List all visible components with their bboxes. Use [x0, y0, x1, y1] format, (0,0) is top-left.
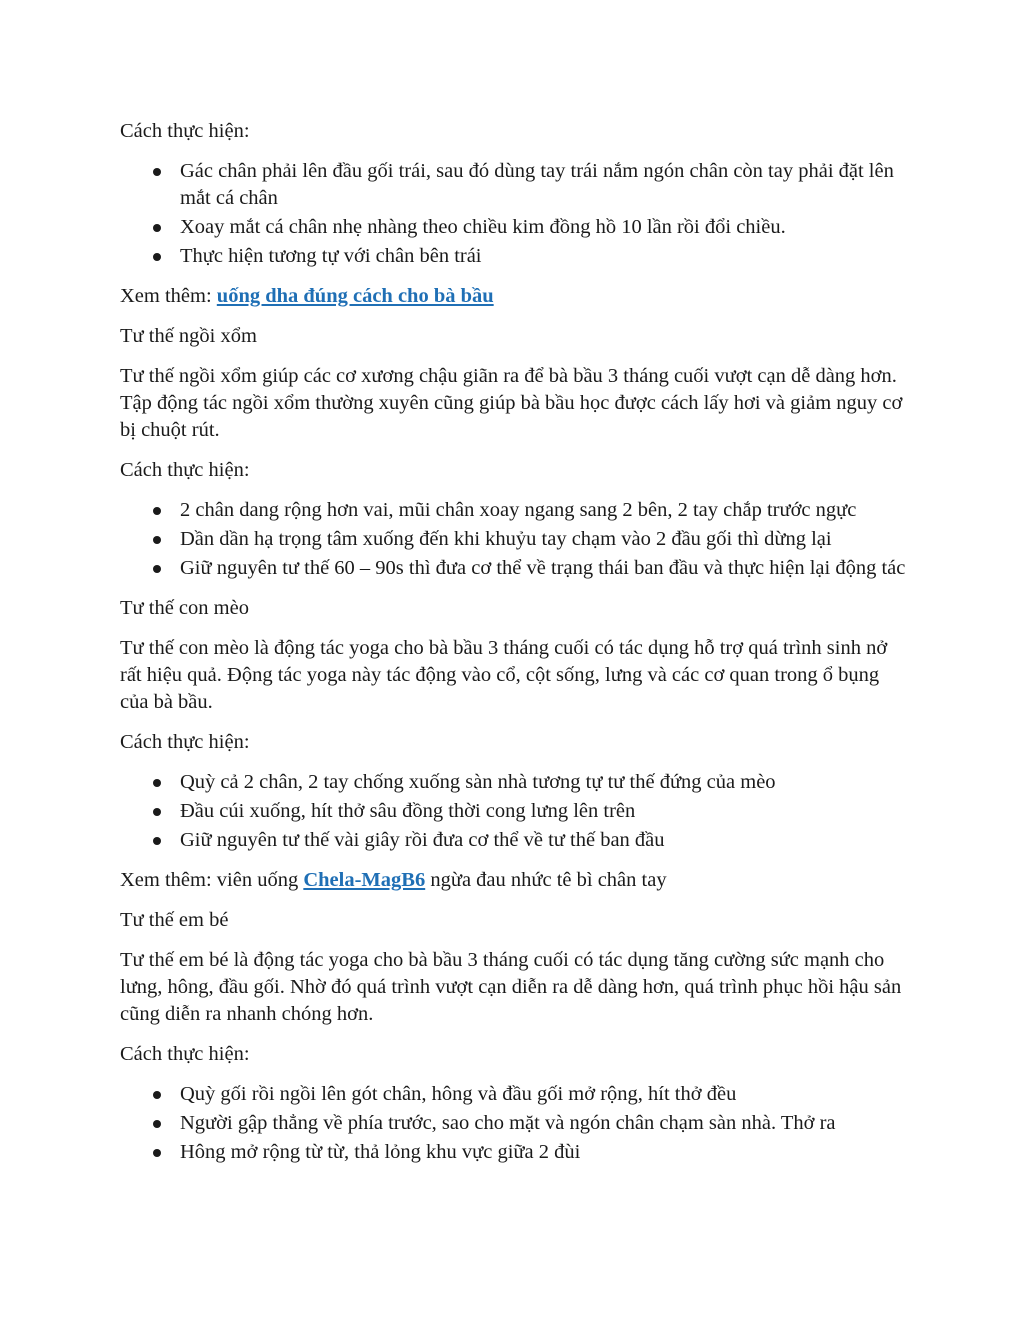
section-description: Tư thế em bé là động tác yoga cho bà bầu 3 tháng cuối có tác dụng tăng cường sức mạnh cho lưng, hông, đầu gối. Nhờ đó quá trình vượt cạn diễn ra dễ dàng hơn, quá trình phục hồi hậu sản cũng diễn ra nhanh chóng hơn. — [120, 949, 902, 1025]
bullet-icon — [153, 1149, 161, 1157]
section-title: Tư thế con mèo — [120, 597, 249, 619]
list-item: 2 chân dang rộng hơn vai, mũi chân xoay ngang sang 2 bên, 2 tay chắp trước ngực — [180, 497, 910, 524]
section-how-label: Cách thực hiện: — [120, 731, 250, 753]
bullet-icon — [153, 565, 161, 573]
see-more-paragraph: Xem thêm: uống dha đúng cách cho bà bầu — [120, 285, 494, 307]
section-title: Tư thế ngồi xổm — [120, 325, 257, 347]
bullet-icon — [153, 1091, 161, 1099]
steps-list — [120, 158, 910, 270]
bullet-icon — [153, 1120, 161, 1128]
list-item: Xoay mắt cá chân nhẹ nhàng theo chiều kim đồng hồ 10 lần rồi đổi chiều. — [180, 214, 910, 241]
steps-list — [120, 1081, 910, 1166]
see-more-link[interactable]: Chela-MagB6 — [303, 869, 426, 891]
list-item: Dần dần hạ trọng tâm xuống đến khi khuỷu tay chạm vào 2 đầu gối thì dừng lại — [180, 526, 910, 553]
steps-list — [120, 769, 910, 854]
section-title: Tư thế em bé — [120, 909, 229, 931]
bullet-icon — [153, 837, 161, 845]
section-description: Tư thế con mèo là động tác yoga cho bà bầu 3 tháng cuối có tác dụng hỗ trợ quá trình sinh nở rất hiệu quả. Động tác yoga này tác động vào cổ, cột sống, lưng và các cơ quan trong ổ bụng của bà bầu. — [120, 637, 888, 713]
list-item: Gác chân phải lên đầu gối trái, sau đó dùng tay trái nắm ngón chân còn tay phải đặt lên mắt cá chân — [180, 158, 910, 212]
bullet-icon — [153, 808, 161, 816]
steps-list — [120, 497, 910, 582]
section-description: Tư thế ngồi xổm giúp các cơ xương chậu giãn ra để bà bầu 3 tháng cuối vượt cạn dễ dàng hơn. Tập động tác ngồi xổm thường xuyên cũng giúp bà bầu học được cách lấy hơi và giảm nguy cơ bị chuột rút. — [120, 365, 903, 441]
list-item: Người gập thẳng về phía trước, sao cho mặt và ngón chân chạm sàn nhà. Thở ra — [180, 1110, 910, 1137]
list-item: Quỳ cả 2 chân, 2 tay chống xuống sàn nhà tương tự tư thế đứng của mèo — [180, 769, 910, 796]
bullet-icon — [153, 253, 161, 261]
section-how-label: Cách thực hiện: — [120, 120, 250, 142]
bullet-icon — [153, 507, 161, 515]
document-page — [120, 118, 910, 1179]
bullet-icon — [153, 224, 161, 232]
list-item: Hông mở rộng từ từ, thả lỏng khu vực giữa 2 đùi — [180, 1139, 910, 1166]
see-more-link[interactable]: uống dha đúng cách cho bà bầu — [216, 285, 494, 307]
bullet-icon — [153, 536, 161, 544]
list-item: Quỳ gối rồi ngồi lên gót chân, hông và đầu gối mở rộng, hít thở đều — [180, 1081, 910, 1108]
list-item: Thực hiện tương tự với chân bên trái — [180, 243, 910, 270]
list-item: Giữ nguyên tư thế vài giây rồi đưa cơ thể về tư thế ban đầu — [180, 827, 910, 854]
section-how-label: Cách thực hiện: — [120, 459, 250, 481]
list-item: Đầu cúi xuống, hít thở sâu đồng thời cong lưng lên trên — [180, 798, 910, 825]
list-item: Giữ nguyên tư thế 60 – 90s thì đưa cơ thể về trạng thái ban đầu và thực hiện lại động tác — [180, 555, 910, 582]
bullet-icon — [153, 168, 161, 176]
section-how-label: Cách thực hiện: — [120, 1043, 250, 1065]
bullet-icon — [153, 779, 161, 787]
see-more-paragraph: Xem thêm: viên uống Chela-MagB6 ngừa đau nhức tê bì chân tay — [120, 869, 667, 891]
